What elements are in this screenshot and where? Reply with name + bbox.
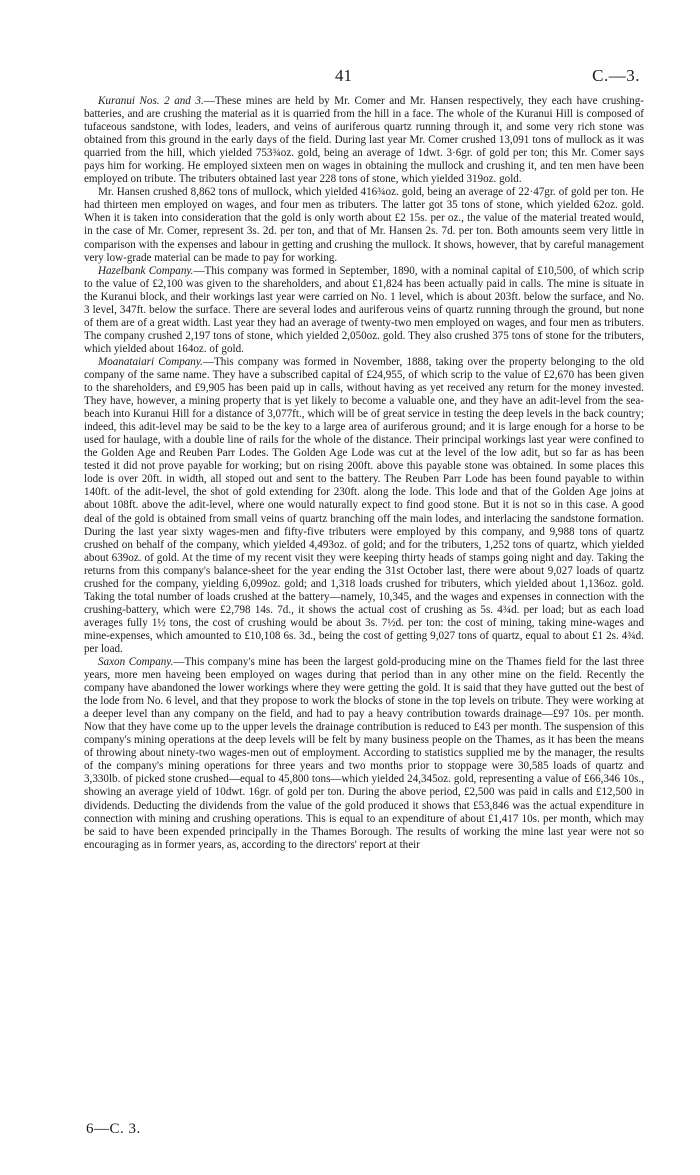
paragraph-kuranui bbox=[84, 95, 644, 186]
paragraph-heading: Moanataiari Company. bbox=[98, 355, 203, 368]
page-number: 41 bbox=[335, 66, 352, 85]
paragraph-moanataiari bbox=[84, 356, 644, 656]
paragraph-heading: Hazelbank Company. bbox=[98, 264, 194, 277]
paragraph-hazelbank bbox=[84, 265, 644, 356]
body-text bbox=[84, 95, 644, 852]
paragraph-text: —This company was formed in November, 1888, taking over the property belonging to the old company of the same name. They have a subscribed capital of £24,955, of which scrip to the value of £2,670 has been given to the shareholders, and £9,905 has been paid up in calls, without having as yet received any return for the money invested. They have, however, a mining property that is yet likely to become a valuable one, and they have an adit-level from the sea-beach into Kuranui Hill for a distance of 3,077ft., which will be of great service in testing the deep levels in the back country; indeed, this adit-level may be said to be the key to a large area of auriferous ground; and it is large enough for a horse to be used for haulage, with a double line of rails for the whole of the distance. Their principal workings last year were confined to the Golden Age and Reuben Parr Lodes. The Golden Age Lode was cut at the level of the low adit, but so far as has been tested it did not prove payable for working; but on rising 200ft. above this payable stone was obtained. In some places this lode is over 20ft. in width, all stoped out and sent to the battery. The Reuben Parr Lode has been found payable to within 140ft. of the adit-level, the shot of gold extending for 230ft. along the lode. This lode and that of the Golden Age joins at about 108ft. above the adit-level, where one would naturally expect to find good stone. But it is not so in this case. A good deal of the gold is obtained from small veins of quartz branching off the main lodes, and interlacing the sandstone formation. During the last year sixty wages-men and fifty-five tributers were employed by this company, and 9,988 tons of quartz crushed on behalf of the company, which yielded 4,493oz. of gold; and for the tributers, 1,252 tons of quartz, which yielded about 639oz. of gold. At the time of my recent visit they were keeping thirty heads of stamps going night and day. Taking the returns from this company's balance-sheet for the year ending the 31st October last, there were about 9,027 loads of quartz crushed for the company, yielding 6,099oz. gold; and 1,318 loads crushed for tributers, which yielded about 1,136oz. gold. Taking the total number of loads crushed at the battery—namely, 10,345, and the wages and expenses in connection with the crushing-battery, which were £2,798 14s. 7d., it shows the actual cost of crushing as 5s. 4¾d. per load; but as each load averages fully 1½ tons, the cost of crushing would be about 3s. 7½d. per ton: the cost of mining, taking mine-wages and mine-expenses, which amounted to £10,108 6s. 3d., being the cost of getting 9,027 tons of quartz, equal to about £1 2s. 4¾d. per load. bbox=[84, 355, 644, 655]
paragraph-text: Mr. Hansen crushed 8,862 tons of mullock, which yielded 416¾oz. gold, being an average of 22·47gr. of gold per ton. He had thirteen men employed on wages, and four men as tributers. The latter got 35 tons of stone, which yielded 62oz. gold. When it is taken into consideration that the gold is only worth about £2 15s. per oz., the value of the material treated would, in the case of Mr. Comer, represent 3s. 2d. per ton, and that of Mr. Hansen 2s. 7d. per ton. Both amounts seem very little in comparison with the expenses and labour in getting and crushing the mullock. It shows, however, that by careful management very low-grade material can be made to pay for working. bbox=[84, 186, 644, 264]
document-code: C.—3. bbox=[592, 66, 640, 85]
paragraph-text: —This company was formed in September, 1890, with a nominal capital of £10,500, of which scrip to the value of £2,100 was given to the shareholders, and about £1,824 has been actually paid in calls. The mine is situate in the Kuranui block, and their workings last year were carried on No. 1 level, which is about 203ft. below the surface, and No. 3 level, 347ft. below the surface. There are several lodes and auriferous veins of quartz running through the ground, but none of them are of a great width. Last year they had an average of twenty-two men employed on wages, and four men as tributers. The company crushed 2,197 tons of stone, which yielded 2,050oz. gold. They also crushed 375 tons of stone for the tributers, which yielded about 164oz. of gold. bbox=[84, 264, 644, 355]
paragraph-saxon bbox=[84, 656, 644, 852]
paragraph-text: —This company's mine has been the largest gold-producing mine on the Thames field for the last three years, more men haveing been employed on wages during that period than in any other mine on the field. Recently the company have abandoned the lower workings where they were getting the gold. It is said that they have gutted out the best of the lode from No. 6 level, and that they propose to work the blocks of stone in the top levels on tribute. They were working at a deeper level than any company on the field, and had to pay a heavy contribution towards drainage—£97 10s. per month. Now that they have come up to the upper levels the drainage contribution is reduced to £43 per month. The suspension of this company's mining operations at the deep levels will be felt by many business people on the Thames, as it has been the means of throwing about ninety-two wages-men out of employment. According to statistics supplied me by the manager, the results of the company's mining operations for three years and two months prior to stoppage were 30,585 loads of quartz and 3,330lb. of picked stone crushed—equal to 45,800 tons—which yielded 24,345oz. gold, representing a value of £66,346 10s., showing an average yield of 10dwt. 16gr. of gold per ton. During the above period, £2,500 was paid in calls and £12,500 in dividends. Deducting the dividends from the value of the gold produced it shows that £53,846 was the actual expenditure in connection with mining and crushing operations. This is equal to an expenditure of about £1,417 10s. per month, which may be said to have been expended principally in the Thames Borough. The results of working the mine last year were not so encouraging as in former years, as, according to the directors' report at their bbox=[84, 656, 644, 851]
paragraph-heading: Kuranui Nos. 2 and 3. bbox=[98, 95, 204, 107]
paragraph-hansen bbox=[84, 186, 644, 264]
paragraph-heading: Saxon Company. bbox=[98, 656, 174, 669]
paragraph-text: —These mines are held by Mr. Comer and Mr. Hansen respectively, they each have crushing-batteries, and are crushing the material as it is quarried from the hill in a face. The whole of the Kuranui Hill is composed of tufaceous sandstone, with lodes, leaders, and veins of auriferous quartz running through it, and some very rich stone was obtained from this ground in the early days of the field. During last year Mr. Comer crushed 13,091 tons of mullock as it was quarried from the hill, which yielded 753¾oz. gold, being an average of 1dwt. 3·6gr. of gold per ton; this Mr. Comer says pays him for working. He employed sixteen men on wages in obtaining the mullock and crushing it, and ten men have been employed on tribute. The tributers obtained last year 228 tons of stone, which yielded 319oz. gold. bbox=[84, 95, 644, 186]
sheet-mark: 6—C. 3. bbox=[86, 1121, 141, 1137]
